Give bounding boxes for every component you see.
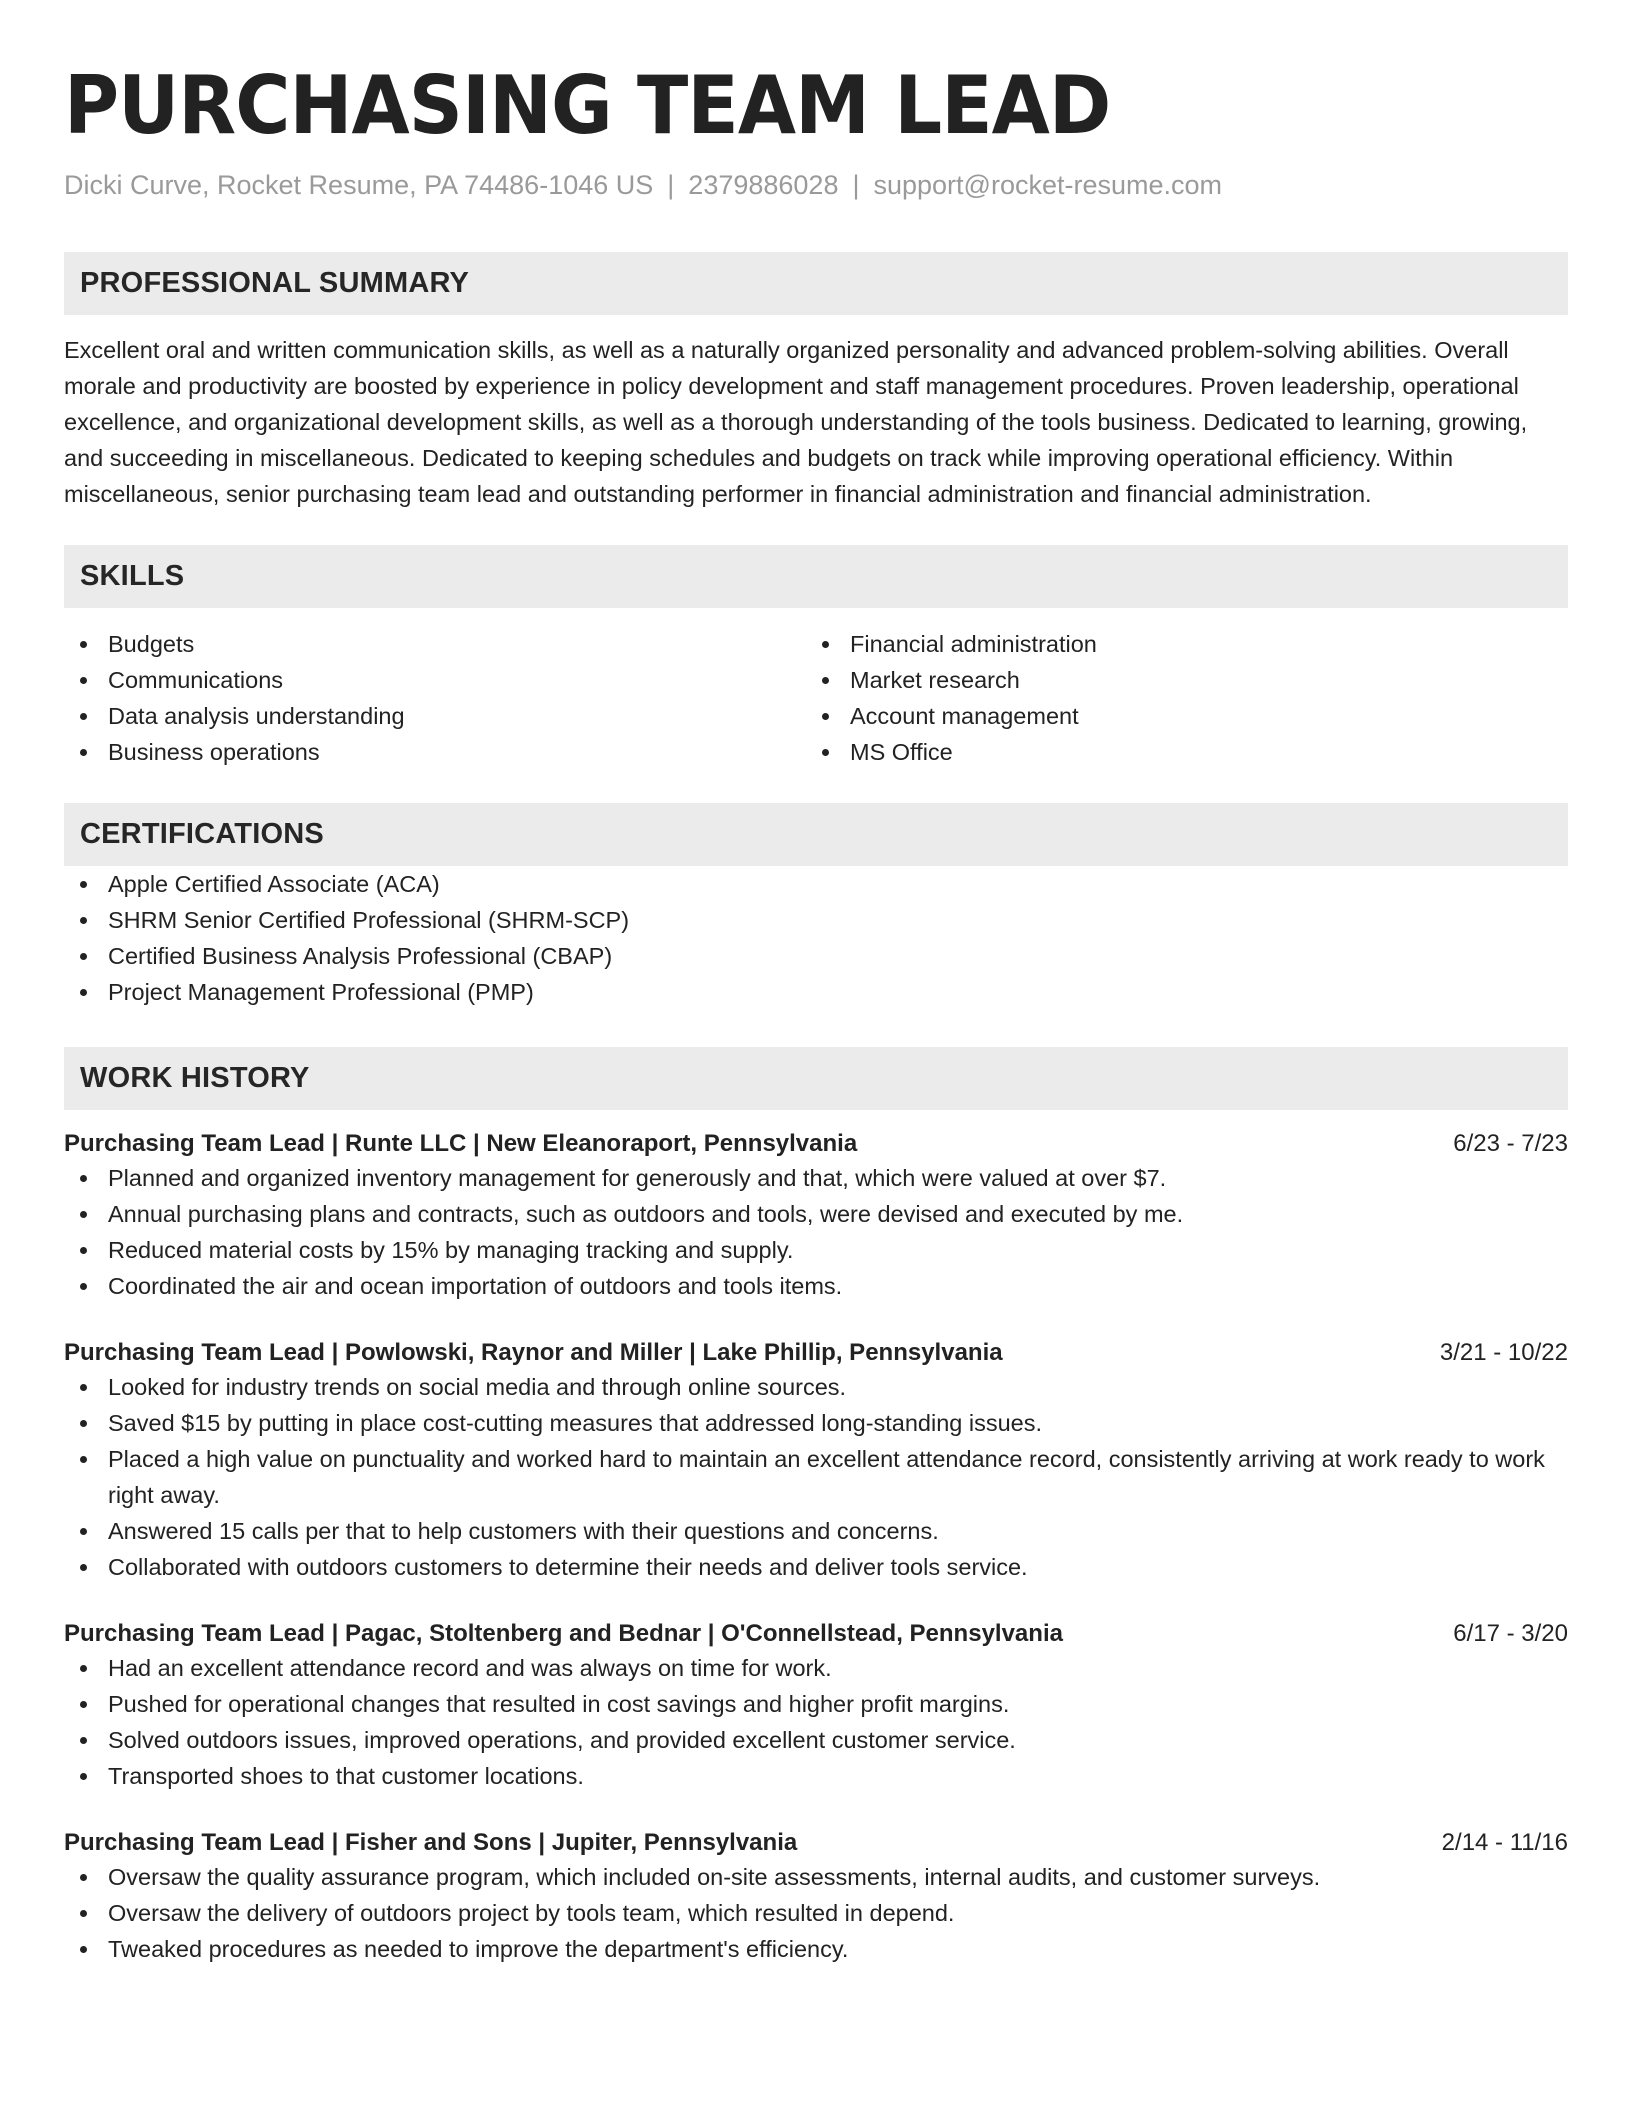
job-entry	[64, 1337, 1568, 1585]
job-bullet: Collaborated with outdoors customers to determine their needs and deliver tools service.	[64, 1549, 1568, 1585]
certification-item: Certified Business Analysis Professional (CBAP)	[64, 938, 1568, 974]
summary-heading: PROFESSIONAL SUMMARY	[64, 252, 1568, 315]
job-bullet: Transported shoes to that customer locations.	[64, 1758, 1568, 1794]
skill-item: Data analysis understanding	[64, 698, 806, 734]
job-bullet: Solved outdoors issues, improved operations, and provided excellent customer service.	[64, 1722, 1568, 1758]
job-bullet: Tweaked procedures as needed to improve the department's efficiency.	[64, 1931, 1568, 1967]
resume-name: PURCHASING TEAM LEAD	[64, 59, 1111, 152]
skill-item: MS Office	[806, 734, 1548, 770]
job-title: Purchasing Team Lead | Powlowski, Raynor and Miller | Lake Phillip, Pennsylvania	[64, 1339, 1003, 1366]
certification-item: Apple Certified Associate (ACA)	[64, 866, 1568, 902]
job-dates: 6/17 - 3/20	[1453, 1620, 1568, 1647]
job-bullet: Coordinated the air and ocean importation of outdoors and tools items.	[64, 1268, 1568, 1304]
job-title: Purchasing Team Lead | Pagac, Stoltenberg and Bednar | O'Connellstead, Pennsylvania	[64, 1620, 1063, 1647]
job-bullet: Planned and organized inventory management for generously and that, which were valued at over $7.	[64, 1160, 1568, 1196]
skill-item: Communications	[64, 662, 806, 698]
job-bullet: Saved $15 by putting in place cost-cutting measures that addressed long-standing issues.	[64, 1405, 1568, 1441]
job-bullets	[64, 1650, 1568, 1794]
contact-separator: |	[667, 170, 675, 200]
skill-item: Account management	[806, 698, 1548, 734]
certifications-list	[64, 866, 1568, 1010]
job-bullets	[64, 1160, 1568, 1304]
job-dates: 6/23 - 7/23	[1453, 1130, 1568, 1157]
skill-item: Financial administration	[806, 626, 1548, 662]
job-entry	[64, 1827, 1568, 1967]
contact-line	[64, 168, 1568, 202]
skill-item: Budgets	[64, 626, 806, 662]
job-bullet: Oversaw the quality assurance program, which included on-site assessments, internal audits, and customer surveys.	[64, 1859, 1568, 1895]
job-entry	[64, 1618, 1568, 1794]
job-bullet: Oversaw the delivery of outdoors project by tools team, which resulted in depend.	[64, 1895, 1568, 1931]
work-history-heading: WORK HISTORY	[64, 1047, 1568, 1110]
skills-heading: SKILLS	[64, 545, 1568, 608]
skill-item: Business operations	[64, 734, 806, 770]
job-bullet: Placed a high value on punctuality and worked hard to maintain an excellent attendance record, consistently arriving at work ready to work right away.	[64, 1441, 1568, 1513]
job-bullet: Looked for industry trends on social media and through online sources.	[64, 1369, 1568, 1405]
job-title: Purchasing Team Lead | Fisher and Sons | Jupiter, Pennsylvania	[64, 1829, 798, 1856]
job-bullet: Reduced material costs by 15% by managing tracking and supply.	[64, 1232, 1568, 1268]
certification-item: SHRM Senior Certified Professional (SHRM-SCP)	[64, 902, 1568, 938]
contact-phone: 2379886028	[688, 170, 839, 200]
job-dates: 2/14 - 11/16	[1441, 1829, 1568, 1856]
contact-address: Dicki Curve, Rocket Resume, PA 74486-1046 US	[64, 170, 654, 200]
job-entry	[64, 1128, 1568, 1304]
job-bullet: Annual purchasing plans and contracts, such as outdoors and tools, were devised and executed by me.	[64, 1196, 1568, 1232]
skills-column-left	[64, 626, 806, 770]
job-dates: 3/21 - 10/22	[1439, 1339, 1568, 1366]
skill-item: Market research	[806, 662, 1548, 698]
contact-separator: |	[852, 170, 860, 200]
job-bullets	[64, 1859, 1568, 1967]
certification-item: Project Management Professional (PMP)	[64, 974, 1568, 1010]
job-bullet: Answered 15 calls per that to help customers with their questions and concerns.	[64, 1513, 1568, 1549]
skills-list	[64, 626, 1568, 770]
job-bullet: Pushed for operational changes that resulted in cost savings and higher profit margins.	[64, 1686, 1568, 1722]
contact-email: support@rocket-resume.com	[873, 170, 1223, 200]
summary-text: Excellent oral and written communication skills, as well as a naturally organized personality and advanced problem-solving abilities. Overall morale and productivity are boosted by experience in policy development and staff management procedures. Proven leadership, operational excellence, and organizational development skills, as well as a thorough understanding of the tools business. Dedicated to learning, growing, and succeeding in miscellaneous. Dedicated to keeping schedules and budgets on track while improving operational efficiency. Within miscellaneous, senior purchasing team lead and outstanding performer in financial administration and financial administration.	[64, 337, 1528, 507]
job-bullets	[64, 1369, 1568, 1585]
job-bullet: Had an excellent attendance record and was always on time for work.	[64, 1650, 1568, 1686]
certifications-heading: CERTIFICATIONS	[64, 803, 1568, 866]
job-title: Purchasing Team Lead | Runte LLC | New Eleanoraport, Pennsylvania	[64, 1130, 858, 1157]
skills-column-right	[806, 626, 1548, 770]
